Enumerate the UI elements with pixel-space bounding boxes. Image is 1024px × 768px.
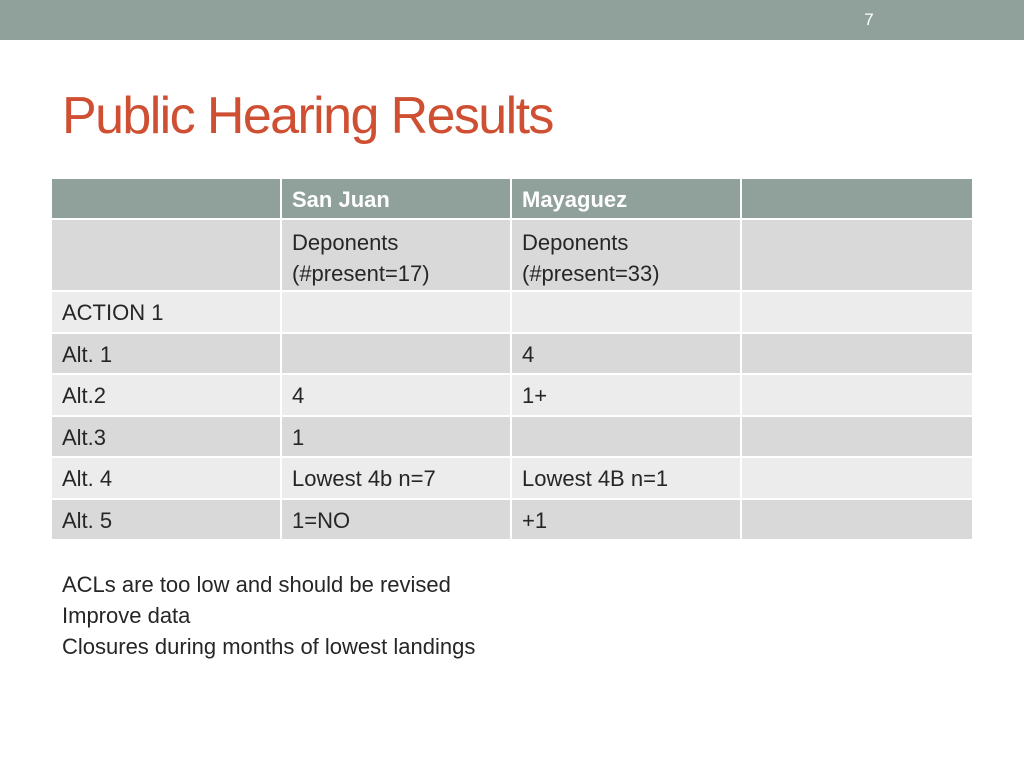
table-row [52,292,972,334]
table-row [52,458,972,500]
header-cell-mayaguez: Mayaguez [512,179,742,220]
table-cell: ACTION 1 [52,292,282,334]
table-cell: 1=NO [282,500,512,542]
table-cell: Alt. 5 [52,500,282,542]
table-cell [742,375,972,417]
table-cell: Lowest 4B n=1 [512,458,742,500]
table-cell: Alt. 1 [52,334,282,376]
table-subheader-row [52,220,972,292]
table-cell [742,417,972,459]
note-line: Improve data [62,603,191,628]
deponents-label: Deponents [522,230,629,255]
notes [62,569,475,662]
table-cell [282,292,512,334]
table-cell [282,334,512,376]
table-cell [512,417,742,459]
table-row [52,375,972,417]
subheader-cell-mayaguez [512,220,742,292]
table-cell: Alt. 4 [52,458,282,500]
table-cell [742,500,972,542]
present-count: (#present=33) [522,261,660,286]
table-cell: 1 [282,417,512,459]
note-line: Closures during months of lowest landings [62,634,476,659]
table-cell: 4 [512,334,742,376]
table-cell: Alt.3 [52,417,282,459]
header-cell [52,179,282,220]
table-cell: +1 [512,500,742,542]
table-row [52,500,972,542]
table-cell: 1+ [512,375,742,417]
slide-title: Public Hearing Results [62,87,553,145]
table-cell: 4 [282,375,512,417]
header-cell [742,179,972,220]
table-header-row [52,179,972,220]
table-cell [742,334,972,376]
deponents-label: Deponents [292,230,399,255]
top-bar [0,0,1024,40]
header-cell-san-juan: San Juan [282,179,512,220]
table-row [52,417,972,459]
note-line: ACLs are too low and should be revised [62,572,451,597]
subheader-cell [52,220,282,292]
present-count: (#present=17) [292,261,430,286]
table-cell [742,458,972,500]
table-cell: Lowest 4b n=7 [282,458,512,500]
subheader-cell [742,220,972,292]
subheader-cell-san-juan [282,220,512,292]
table-row [52,334,972,376]
results-table [52,179,972,541]
slide-number: 7 [864,10,874,29]
table-cell [742,292,972,334]
table-cell: Alt.2 [52,375,282,417]
table-cell [512,292,742,334]
